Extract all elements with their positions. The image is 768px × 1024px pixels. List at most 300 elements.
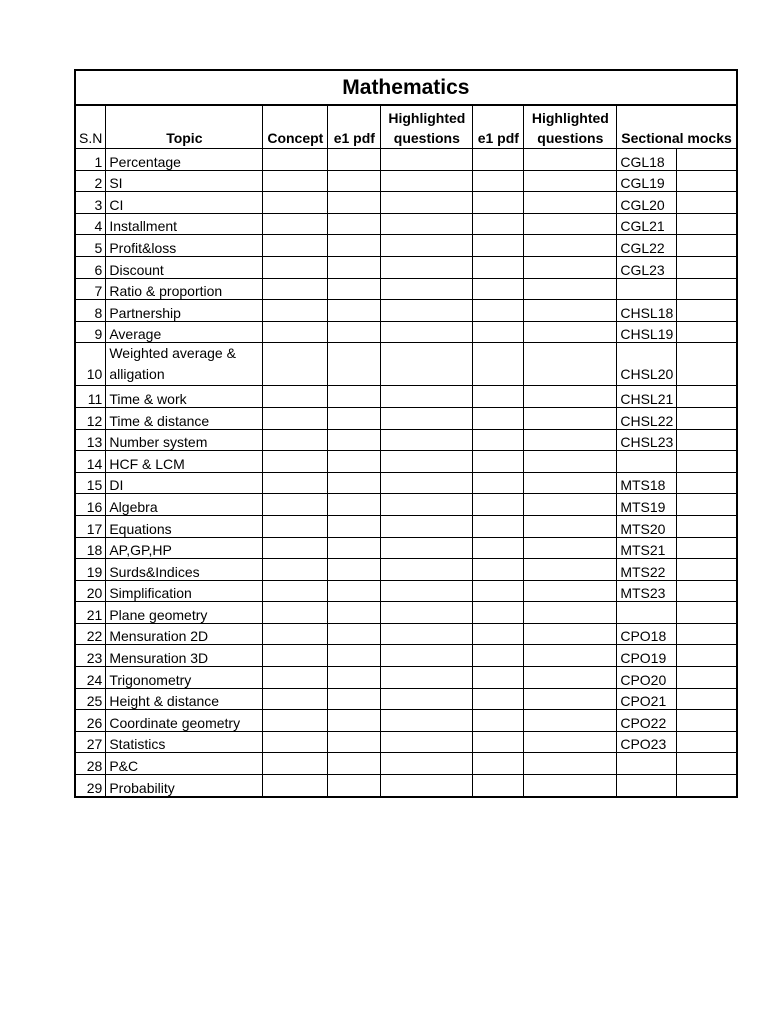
- row-mock-status-cell[interactable]: [677, 775, 737, 797]
- row-highlighted-2-cell[interactable]: [524, 731, 617, 753]
- row-sectional-mock: CHSL18: [617, 300, 677, 322]
- table-row: [75, 667, 737, 689]
- row-highlighted-1-cell[interactable]: [381, 429, 473, 451]
- row-highlighted-1-cell[interactable]: [381, 753, 473, 775]
- row-highlighted-1-cell[interactable]: [381, 580, 473, 602]
- row-sn: 28: [75, 753, 106, 775]
- row-topic: Algebra: [106, 494, 263, 516]
- table-row: [75, 192, 737, 214]
- row-highlighted-1-cell[interactable]: [381, 149, 473, 171]
- row-e1-pdf-1-cell[interactable]: [328, 343, 381, 386]
- row-sectional-mock: MTS19: [617, 494, 677, 516]
- row-topic: DI: [106, 472, 263, 494]
- row-topic: Mensuration 3D: [106, 645, 263, 667]
- row-concept-cell[interactable]: [263, 235, 328, 257]
- row-sn: 10: [75, 343, 106, 386]
- row-e1-pdf-2-cell[interactable]: [473, 494, 524, 516]
- table-row: [75, 170, 737, 192]
- row-topic: SI: [106, 170, 263, 192]
- row-highlighted-2-cell[interactable]: [524, 688, 617, 710]
- row-e1-pdf-2-cell[interactable]: [473, 623, 524, 645]
- row-sn: 24: [75, 667, 106, 689]
- row-mock-status-cell[interactable]: [677, 667, 737, 689]
- row-mock-status-cell[interactable]: [677, 537, 737, 559]
- row-sectional-mock: CHSL23: [617, 429, 677, 451]
- row-concept-cell[interactable]: [263, 256, 328, 278]
- row-highlighted-2-cell[interactable]: [524, 149, 617, 171]
- table-row: [75, 256, 737, 278]
- row-topic: Weighted average & alligation: [106, 343, 263, 386]
- row-sectional-mock: CHSL22: [617, 407, 677, 429]
- row-e1-pdf-1-cell[interactable]: [328, 559, 381, 581]
- row-sn: 2: [75, 170, 106, 192]
- row-e1-pdf-2-cell[interactable]: [473, 559, 524, 581]
- row-e1-pdf-1-cell[interactable]: [328, 407, 381, 429]
- table-row: [75, 731, 737, 753]
- table-row: [75, 235, 737, 257]
- row-mock-status-cell[interactable]: [677, 321, 737, 343]
- row-sectional-mock: MTS23: [617, 580, 677, 602]
- row-e1-pdf-1-cell[interactable]: [328, 602, 381, 624]
- row-sn: 8: [75, 300, 106, 322]
- row-sectional-mock: MTS22: [617, 559, 677, 581]
- table-row: [75, 775, 737, 797]
- row-mock-status-cell[interactable]: [677, 300, 737, 322]
- row-e1-pdf-2-cell[interactable]: [473, 386, 524, 408]
- row-sectional-mock: CPO18: [617, 623, 677, 645]
- row-highlighted-1-cell[interactable]: [381, 235, 473, 257]
- row-e1-pdf-2-cell[interactable]: [473, 235, 524, 257]
- row-mock-status-cell[interactable]: [677, 192, 737, 214]
- row-highlighted-1-cell[interactable]: [381, 623, 473, 645]
- row-e1-pdf-2-cell[interactable]: [473, 688, 524, 710]
- row-concept-cell[interactable]: [263, 472, 328, 494]
- row-highlighted-1-cell[interactable]: [381, 602, 473, 624]
- mathematics-tracker-table: [74, 69, 738, 798]
- row-sectional-mock: CGL18: [617, 149, 677, 171]
- row-e1-pdf-1-cell[interactable]: [328, 775, 381, 797]
- row-topic: Discount: [106, 256, 263, 278]
- header-sectional-mocks: Sectional mocks: [617, 105, 737, 149]
- row-mock-status-cell[interactable]: [677, 213, 737, 235]
- row-e1-pdf-2-cell[interactable]: [473, 300, 524, 322]
- row-sn: 4: [75, 213, 106, 235]
- row-highlighted-1-cell[interactable]: [381, 386, 473, 408]
- row-mock-status-cell[interactable]: [677, 386, 737, 408]
- row-e1-pdf-2-cell[interactable]: [473, 149, 524, 171]
- row-concept-cell[interactable]: [263, 300, 328, 322]
- table-row: [75, 515, 737, 537]
- row-highlighted-2-cell[interactable]: [524, 580, 617, 602]
- table-row: [75, 278, 737, 300]
- topic-rows: [75, 149, 737, 797]
- table-row: [75, 472, 737, 494]
- row-e1-pdf-1-cell[interactable]: [328, 623, 381, 645]
- row-e1-pdf-1-cell[interactable]: [328, 710, 381, 732]
- row-sn: 7: [75, 278, 106, 300]
- row-topic: Average: [106, 321, 263, 343]
- row-highlighted-2-cell[interactable]: [524, 623, 617, 645]
- row-sn: 25: [75, 688, 106, 710]
- row-highlighted-2-cell[interactable]: [524, 192, 617, 214]
- row-sectional-mock: [617, 775, 677, 797]
- row-topic: Surds&Indices: [106, 559, 263, 581]
- row-e1-pdf-2-cell[interactable]: [473, 170, 524, 192]
- row-concept-cell[interactable]: [263, 753, 328, 775]
- row-sectional-mock: CPO23: [617, 731, 677, 753]
- row-highlighted-1-cell[interactable]: [381, 731, 473, 753]
- row-sectional-mock: CHSL21: [617, 386, 677, 408]
- row-concept-cell[interactable]: [263, 278, 328, 300]
- row-sn: 20: [75, 580, 106, 602]
- row-e1-pdf-1-cell[interactable]: [328, 688, 381, 710]
- row-e1-pdf-2-cell[interactable]: [473, 645, 524, 667]
- row-highlighted-2-cell[interactable]: [524, 213, 617, 235]
- row-concept-cell[interactable]: [263, 515, 328, 537]
- row-mock-status-cell[interactable]: [677, 688, 737, 710]
- row-sn: 26: [75, 710, 106, 732]
- row-sn: 23: [75, 645, 106, 667]
- table-row: [75, 623, 737, 645]
- row-mock-status-cell[interactable]: [677, 343, 737, 386]
- table-row: [75, 451, 737, 473]
- row-topic: CI: [106, 192, 263, 214]
- row-concept-cell[interactable]: [263, 537, 328, 559]
- row-topic: Statistics: [106, 731, 263, 753]
- table-row: [75, 494, 737, 516]
- row-concept-cell[interactable]: [263, 688, 328, 710]
- row-mock-status-cell[interactable]: [677, 235, 737, 257]
- row-sn: 3: [75, 192, 106, 214]
- row-concept-cell[interactable]: [263, 623, 328, 645]
- table-row: [75, 559, 737, 581]
- row-sn: 19: [75, 559, 106, 581]
- row-topic: Ratio & proportion: [106, 278, 263, 300]
- row-highlighted-1-cell[interactable]: [381, 192, 473, 214]
- row-concept-cell[interactable]: [263, 429, 328, 451]
- row-mock-status-cell[interactable]: [677, 429, 737, 451]
- row-sectional-mock: [617, 753, 677, 775]
- table-row: [75, 429, 737, 451]
- row-concept-cell[interactable]: [263, 602, 328, 624]
- table-row: [75, 753, 737, 775]
- row-topic: HCF & LCM: [106, 451, 263, 473]
- row-highlighted-2-cell[interactable]: [524, 710, 617, 732]
- row-mock-status-cell[interactable]: [677, 710, 737, 732]
- header-highlighted-questions-2: Highlighted questions: [524, 105, 617, 149]
- row-mock-status-cell[interactable]: [677, 451, 737, 473]
- row-mock-status-cell[interactable]: [677, 559, 737, 581]
- row-sectional-mock: [617, 278, 677, 300]
- row-highlighted-2-cell[interactable]: [524, 602, 617, 624]
- row-sectional-mock: MTS20: [617, 515, 677, 537]
- row-topic: Simplification: [106, 580, 263, 602]
- row-e1-pdf-1-cell[interactable]: [328, 667, 381, 689]
- row-highlighted-2-cell[interactable]: [524, 775, 617, 797]
- row-highlighted-2-cell[interactable]: [524, 235, 617, 257]
- row-highlighted-2-cell[interactable]: [524, 300, 617, 322]
- header-e1-pdf-2: e1 pdf: [473, 105, 524, 149]
- row-topic: Plane geometry: [106, 602, 263, 624]
- row-sectional-mock: CGL21: [617, 213, 677, 235]
- row-highlighted-2-cell[interactable]: [524, 451, 617, 473]
- row-highlighted-1-cell[interactable]: [381, 688, 473, 710]
- table-row: [75, 580, 737, 602]
- row-concept-cell[interactable]: [263, 407, 328, 429]
- row-concept-cell[interactable]: [263, 170, 328, 192]
- row-e1-pdf-2-cell[interactable]: [473, 710, 524, 732]
- row-mock-status-cell[interactable]: [677, 602, 737, 624]
- row-sectional-mock: CGL19: [617, 170, 677, 192]
- row-sn: 21: [75, 602, 106, 624]
- row-topic: AP,GP,HP: [106, 537, 263, 559]
- row-mock-status-cell[interactable]: [677, 731, 737, 753]
- row-mock-status-cell[interactable]: [677, 170, 737, 192]
- row-sectional-mock: CGL22: [617, 235, 677, 257]
- row-e1-pdf-1-cell[interactable]: [328, 192, 381, 214]
- row-e1-pdf-1-cell[interactable]: [328, 494, 381, 516]
- row-highlighted-1-cell[interactable]: [381, 256, 473, 278]
- row-highlighted-1-cell[interactable]: [381, 213, 473, 235]
- row-highlighted-1-cell[interactable]: [381, 321, 473, 343]
- sheet-title: Mathematics: [75, 70, 737, 105]
- row-topic: Percentage: [106, 149, 263, 171]
- row-highlighted-1-cell[interactable]: [381, 559, 473, 581]
- row-sectional-mock: CPO22: [617, 710, 677, 732]
- row-e1-pdf-1-cell[interactable]: [328, 321, 381, 343]
- row-e1-pdf-2-cell[interactable]: [473, 580, 524, 602]
- row-highlighted-2-cell[interactable]: [524, 343, 617, 386]
- row-highlighted-2-cell[interactable]: [524, 559, 617, 581]
- row-concept-cell[interactable]: [263, 645, 328, 667]
- row-topic: P&C: [106, 753, 263, 775]
- row-e1-pdf-1-cell[interactable]: [328, 515, 381, 537]
- row-highlighted-2-cell[interactable]: [524, 667, 617, 689]
- row-highlighted-1-cell[interactable]: [381, 300, 473, 322]
- row-highlighted-1-cell[interactable]: [381, 710, 473, 732]
- row-sn: 18: [75, 537, 106, 559]
- row-sectional-mock: CPO21: [617, 688, 677, 710]
- row-mock-status-cell[interactable]: [677, 256, 737, 278]
- row-highlighted-1-cell[interactable]: [381, 537, 473, 559]
- row-e1-pdf-2-cell[interactable]: [473, 213, 524, 235]
- row-topic: Profit&loss: [106, 235, 263, 257]
- table-row: [75, 688, 737, 710]
- row-sn: 12: [75, 407, 106, 429]
- table-row: [75, 407, 737, 429]
- table-row: [75, 386, 737, 408]
- row-e1-pdf-1-cell[interactable]: [328, 235, 381, 257]
- header-concept: Concept: [263, 105, 328, 149]
- row-highlighted-1-cell[interactable]: [381, 343, 473, 386]
- row-topic: Installment: [106, 213, 263, 235]
- row-sectional-mock: [617, 451, 677, 473]
- row-sectional-mock: CGL20: [617, 192, 677, 214]
- table-row: [75, 213, 737, 235]
- row-sectional-mock: [617, 602, 677, 624]
- row-topic: Partnership: [106, 300, 263, 322]
- table-row: [75, 537, 737, 559]
- row-e1-pdf-1-cell[interactable]: [328, 278, 381, 300]
- row-mock-status-cell[interactable]: [677, 645, 737, 667]
- header-topic: Topic: [106, 105, 263, 149]
- row-topic: Time & distance: [106, 407, 263, 429]
- row-highlighted-1-cell[interactable]: [381, 278, 473, 300]
- row-e1-pdf-2-cell[interactable]: [473, 321, 524, 343]
- row-concept-cell[interactable]: [263, 667, 328, 689]
- row-highlighted-2-cell[interactable]: [524, 429, 617, 451]
- row-concept-cell[interactable]: [263, 494, 328, 516]
- table-row: [75, 149, 737, 171]
- row-e1-pdf-2-cell[interactable]: [473, 667, 524, 689]
- row-mock-status-cell[interactable]: [677, 494, 737, 516]
- row-sectional-mock: CPO20: [617, 667, 677, 689]
- header-row: [75, 105, 737, 149]
- row-e1-pdf-1-cell[interactable]: [328, 300, 381, 322]
- row-topic: Number system: [106, 429, 263, 451]
- row-topic: Trigonometry: [106, 667, 263, 689]
- row-e1-pdf-1-cell[interactable]: [328, 170, 381, 192]
- table-row: [75, 321, 737, 343]
- row-highlighted-1-cell[interactable]: [381, 645, 473, 667]
- row-e1-pdf-2-cell[interactable]: [473, 192, 524, 214]
- row-e1-pdf-1-cell[interactable]: [328, 537, 381, 559]
- row-highlighted-2-cell[interactable]: [524, 472, 617, 494]
- row-highlighted-2-cell[interactable]: [524, 537, 617, 559]
- row-mock-status-cell[interactable]: [677, 515, 737, 537]
- row-highlighted-1-cell[interactable]: [381, 515, 473, 537]
- row-concept-cell[interactable]: [263, 213, 328, 235]
- row-highlighted-1-cell[interactable]: [381, 451, 473, 473]
- row-e1-pdf-1-cell[interactable]: [328, 149, 381, 171]
- row-e1-pdf-1-cell[interactable]: [328, 580, 381, 602]
- row-e1-pdf-1-cell[interactable]: [328, 645, 381, 667]
- table-row: [75, 645, 737, 667]
- row-concept-cell[interactable]: [263, 192, 328, 214]
- row-e1-pdf-2-cell[interactable]: [473, 451, 524, 473]
- row-sn: 29: [75, 775, 106, 797]
- row-concept-cell[interactable]: [263, 386, 328, 408]
- row-e1-pdf-2-cell[interactable]: [473, 731, 524, 753]
- row-sn: 11: [75, 386, 106, 408]
- table-row: [75, 343, 737, 386]
- table-row: [75, 710, 737, 732]
- row-e1-pdf-2-cell[interactable]: [473, 602, 524, 624]
- row-sectional-mock: CHSL20: [617, 343, 677, 386]
- row-e1-pdf-2-cell[interactable]: [473, 753, 524, 775]
- row-sn: 6: [75, 256, 106, 278]
- row-topic: Mensuration 2D: [106, 623, 263, 645]
- row-e1-pdf-2-cell[interactable]: [473, 515, 524, 537]
- row-sectional-mock: MTS21: [617, 537, 677, 559]
- row-sn: 14: [75, 451, 106, 473]
- row-sn: 16: [75, 494, 106, 516]
- row-highlighted-1-cell[interactable]: [381, 775, 473, 797]
- row-e1-pdf-1-cell[interactable]: [328, 731, 381, 753]
- row-sn: 13: [75, 429, 106, 451]
- table-row: [75, 300, 737, 322]
- header-sn: S.N: [75, 105, 106, 149]
- row-mock-status-cell[interactable]: [677, 753, 737, 775]
- row-highlighted-2-cell[interactable]: [524, 278, 617, 300]
- row-e1-pdf-2-cell[interactable]: [473, 407, 524, 429]
- row-e1-pdf-1-cell[interactable]: [328, 256, 381, 278]
- row-e1-pdf-2-cell[interactable]: [473, 775, 524, 797]
- row-e1-pdf-2-cell[interactable]: [473, 537, 524, 559]
- row-e1-pdf-1-cell[interactable]: [328, 472, 381, 494]
- row-concept-cell[interactable]: [263, 731, 328, 753]
- row-mock-status-cell[interactable]: [677, 149, 737, 171]
- row-mock-status-cell[interactable]: [677, 472, 737, 494]
- row-topic: Height & distance: [106, 688, 263, 710]
- row-e1-pdf-2-cell[interactable]: [473, 256, 524, 278]
- row-highlighted-1-cell[interactable]: [381, 494, 473, 516]
- row-sn: 1: [75, 149, 106, 171]
- row-highlighted-2-cell[interactable]: [524, 256, 617, 278]
- row-topic: Probability: [106, 775, 263, 797]
- row-highlighted-2-cell[interactable]: [524, 645, 617, 667]
- row-concept-cell[interactable]: [263, 343, 328, 386]
- header-e1-pdf-1: e1 pdf: [328, 105, 381, 149]
- row-e1-pdf-1-cell[interactable]: [328, 386, 381, 408]
- row-sn: 15: [75, 472, 106, 494]
- row-sn: 5: [75, 235, 106, 257]
- row-highlighted-1-cell[interactable]: [381, 667, 473, 689]
- row-sectional-mock: CPO19: [617, 645, 677, 667]
- row-e1-pdf-1-cell[interactable]: [328, 451, 381, 473]
- row-highlighted-2-cell[interactable]: [524, 753, 617, 775]
- row-sn: 27: [75, 731, 106, 753]
- row-topic: Equations: [106, 515, 263, 537]
- row-e1-pdf-2-cell[interactable]: [473, 278, 524, 300]
- row-sectional-mock: MTS18: [617, 472, 677, 494]
- row-highlighted-1-cell[interactable]: [381, 472, 473, 494]
- row-sectional-mock: CHSL19: [617, 321, 677, 343]
- row-mock-status-cell[interactable]: [677, 580, 737, 602]
- row-highlighted-1-cell[interactable]: [381, 170, 473, 192]
- row-highlighted-2-cell[interactable]: [524, 407, 617, 429]
- row-concept-cell[interactable]: [263, 775, 328, 797]
- row-highlighted-1-cell[interactable]: [381, 407, 473, 429]
- row-sectional-mock: CGL23: [617, 256, 677, 278]
- row-mock-status-cell[interactable]: [677, 623, 737, 645]
- row-highlighted-2-cell[interactable]: [524, 494, 617, 516]
- row-e1-pdf-1-cell[interactable]: [328, 213, 381, 235]
- row-e1-pdf-2-cell[interactable]: [473, 429, 524, 451]
- row-highlighted-2-cell[interactable]: [524, 321, 617, 343]
- row-e1-pdf-2-cell[interactable]: [473, 472, 524, 494]
- row-e1-pdf-1-cell[interactable]: [328, 429, 381, 451]
- row-concept-cell[interactable]: [263, 451, 328, 473]
- header-highlighted-questions-1: Highlighted questions: [381, 105, 473, 149]
- row-mock-status-cell[interactable]: [677, 278, 737, 300]
- row-topic: Coordinate geometry: [106, 710, 263, 732]
- row-concept-cell[interactable]: [263, 710, 328, 732]
- row-concept-cell[interactable]: [263, 321, 328, 343]
- row-topic: Time & work: [106, 386, 263, 408]
- row-sn: 17: [75, 515, 106, 537]
- row-concept-cell[interactable]: [263, 149, 328, 171]
- row-e1-pdf-2-cell[interactable]: [473, 343, 524, 386]
- row-concept-cell[interactable]: [263, 580, 328, 602]
- row-highlighted-2-cell[interactable]: [524, 386, 617, 408]
- row-highlighted-2-cell[interactable]: [524, 170, 617, 192]
- row-e1-pdf-1-cell[interactable]: [328, 753, 381, 775]
- row-sn: 22: [75, 623, 106, 645]
- row-concept-cell[interactable]: [263, 559, 328, 581]
- row-highlighted-2-cell[interactable]: [524, 515, 617, 537]
- row-mock-status-cell[interactable]: [677, 407, 737, 429]
